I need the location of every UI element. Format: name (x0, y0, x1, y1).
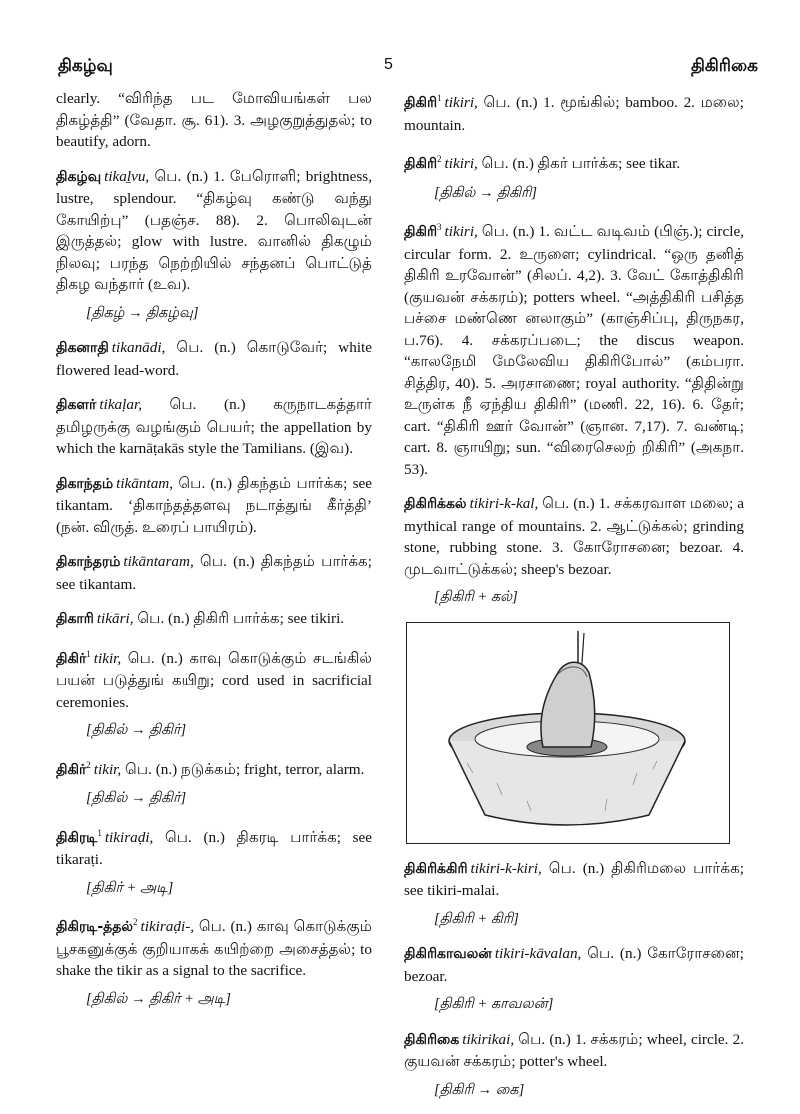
definition: பெ. (n.) கருநாடகத்தார் தமிழருக்கு வழங்கும் பெயர்; the appellation by which the karnāṭakās style the Tamilians. (இவ). (56, 396, 372, 457)
dictionary-entry (56, 166, 372, 296)
headword: திகாந்தம் (56, 475, 114, 492)
dictionary-entry (56, 912, 372, 982)
definition: பெ. (n.) கோரோசனை; bezoar. (404, 945, 744, 985)
transliteration: tikiri-k-kal, (469, 495, 539, 513)
definition: பெ. (n.) 1. வட்ட வடிவம் (பிஞ்.); circle, circular form. 2. உருளை; cylindrical. “ஒரு தனித் திகிரி உரவோன்” (சிலப். 4,2). 3. வேட் கோத்திகிரி (குயவன் சக்கரம்); potters wheel. “அத்திகிரி பசித்த பச்சை மண்ணெ னலாகும்” (காஞ்சிப்பு, திருநகர, ப.76). 4. சக்கரப்படை; the discus weapon. “காலநேமி மேலேவிய திகிரிபோல்” (கம்பரா. சித்திர, 40). 5. அரசாணை; royal authority. “திதின்று உருள்க நீ ஏந்திய திகிரி” (மணி. 22, 16). 6. தேர்; cart. “திகிரி ஊர் வோன்” (ஞான. 7,17). 7. வண்டி; cart. 8. ஞாயிறு; sun. “விரைசெலற் றிகிரி” (அகநா. 53). (404, 223, 744, 478)
etymology: [திகழ் → திகழ்வு] (86, 304, 199, 321)
page-number: 5 (384, 56, 393, 73)
homograph-number: 1 (97, 827, 102, 838)
definition: பெ. (n.) காவு கொடுக்கும் சடங்கில் பயன் படுத்துங் கயிறு; cord used in sacrificial ceremonies. (56, 649, 372, 711)
definition: பெ. (n.) காவு கொடுக்கும் பூசகனுக்குக் குறியாகக் கயிற்றை அசைத்தல்; to shake the tikir as a signal to the sacrifice. (56, 918, 372, 980)
transliteration: tikir, (93, 760, 122, 778)
headword: திகளர் (56, 397, 97, 413)
transliteration: tikanādi, (111, 339, 166, 356)
dictionary-entry (56, 88, 372, 153)
transliteration: tikāntaram, (123, 553, 194, 570)
etymology: [திகில் → திகிர் + அடி] (86, 990, 231, 1007)
dictionary-entry (56, 551, 372, 595)
right-column (404, 88, 744, 1114)
definition: பெ. (n.) நடுக்கம்; fright, terror, alarm. (125, 760, 365, 778)
definition: பெ. (n.) 1. மூங்கில்; bamboo. 2. மலை; mountain. (404, 94, 745, 134)
definition: பெ. (n.) திகர் பார்க்க; see tikar. (481, 155, 681, 173)
grinding-stone-figure (406, 622, 730, 844)
definition: பெ. (n.) திகிரிமலை பார்க்க; see tikiri-malai. (404, 859, 745, 900)
headword: திகிரிக்கல் (404, 496, 467, 513)
dictionary-entry (404, 943, 744, 987)
transliteration: tikiraḍi, (104, 828, 154, 846)
running-head-right: திகிரிகை (690, 56, 758, 75)
transliteration: tikāntam, (116, 474, 174, 492)
headword: திகிரிக்கிரி (404, 860, 468, 877)
homograph-number: 2 (437, 154, 442, 165)
transliteration: tikiri-k-kiri, (470, 859, 542, 877)
headword: திகாந்தரம் (56, 554, 121, 570)
definition: பெ. (n.) திகிரி பார்க்க; see tikiri. (137, 610, 345, 627)
dictionary-entry (56, 473, 372, 539)
headword: திகிரடி-த்தல் (56, 919, 133, 936)
definition: பெ. (n.) 1. சக்கரவாள மலை; a mythical range of mountains. 2. ஆட்டுக்கல்; grinding stone, rubbing stone. 3. கோரோசனை; bezoar. 4. முடவாட்டுக்கல்; sheep's bezoar. (404, 495, 745, 578)
headword: திகழ்வு (56, 168, 102, 185)
running-head-left: திகழ்வு (58, 56, 113, 75)
transliteration: tikaḷar, (99, 396, 142, 413)
dictionary-entry (56, 755, 372, 782)
etymology: [திகிரி + கல்] (434, 589, 518, 606)
dictionary-entry (56, 337, 372, 381)
etymology: [திகிரி + கிரி] (434, 910, 519, 927)
definition: பெ. (n.) திகரடி பார்க்க; see tikaraṭi. (56, 828, 373, 869)
dictionary-entry (56, 394, 372, 460)
dictionary-entry (56, 644, 372, 714)
dictionary-entry (404, 217, 744, 480)
definition: பெ. (n.) 1. பேரொளி; brightness, lustre, splendour. “திகழ்வு கண்டு வந்து கோயிற்பு” (பதஞ்ச. 88). 2. பொலிவுடன் இருத்தல்; glow with lustre. வானில் திகழும் நிலவு; பரந்த நெற்றியில் சந்தனப் பொட்டுத் திகழ வந்தார் (உவ). (56, 167, 373, 293)
transliteration: tikirikai, (462, 1030, 515, 1048)
homograph-number: 3 (437, 222, 442, 233)
left-column (56, 88, 372, 1023)
etymology: [திகில் → திகிர்] (86, 790, 187, 807)
etymology: [திகில் → திகிரி] (434, 184, 538, 201)
etymology: [திகிர் + அடி] (86, 879, 174, 896)
headword: திகிர் (56, 761, 87, 778)
transliteration: tikiri, (444, 155, 478, 173)
headword: திகிரி (404, 224, 438, 241)
headword: திகிர் (56, 650, 87, 667)
definition: clearly. “விரிந்த பட மோவியங்கள் பல திகழ்த்தி” (வேதா. சூ. 61). 3. அழகுறுத்துதல்; to beautify, adorn. (56, 90, 372, 150)
dictionary-entry (404, 493, 744, 580)
headword: திகிரி (404, 95, 438, 112)
homograph-number: 1 (86, 648, 91, 659)
homograph-number: 1 (437, 93, 442, 103)
dictionary-entry (56, 608, 372, 631)
headword: திகிரிகாவலன் (404, 946, 492, 963)
dictionary-entry (404, 1029, 744, 1073)
definition: பெ. (n.) திகந்தம் பார்க்க; see tikantam. ‘திகாந்தத்தளவு நடாத்துங் கீர்த்தி’ (நன். விருத். உரைப் பாயிரம்). (56, 474, 373, 536)
transliteration: tikiri-kāvalan, (494, 945, 582, 963)
headword: திகனாதி (56, 340, 109, 356)
transliteration: tikaḻvu, (104, 167, 150, 185)
headword: திகாரி (56, 611, 94, 627)
transliteration: tikiri, (444, 94, 478, 112)
grinding-stone-illustration (407, 623, 729, 843)
dictionary-entry (404, 858, 744, 902)
homograph-number: 2 (86, 759, 91, 770)
dictionary-entry (56, 823, 372, 871)
transliteration: tikiri, (444, 223, 478, 241)
headword: திகிரி (404, 156, 438, 173)
homograph-number: 2 (133, 917, 138, 928)
dictionary-entry (404, 149, 744, 176)
definition: பெ. (n.) திகந்தம் பார்க்க; see tikantam. (56, 553, 372, 593)
transliteration: tikir, (93, 649, 122, 667)
headword: திகிரடி (56, 829, 98, 846)
etymology: [திகில் → திகிர்] (86, 722, 187, 739)
etymology: [திகிரி → கை] (434, 1081, 525, 1098)
transliteration: tikiraḍi-, (140, 918, 195, 936)
definition: பெ. (n.) கொடுவேர்; white flowered lead-word. (56, 339, 373, 379)
etymology: [திகிரி + காவலன்] (434, 996, 554, 1013)
dictionary-entry (404, 88, 744, 136)
definition: பெ. (n.) 1. சக்கரம்; wheel, circle. 2. குயவன் சக்கரம்; potter's wheel. (404, 1030, 744, 1071)
headword: திகிரிகை (404, 1031, 460, 1048)
transliteration: tikāri, (96, 610, 134, 627)
